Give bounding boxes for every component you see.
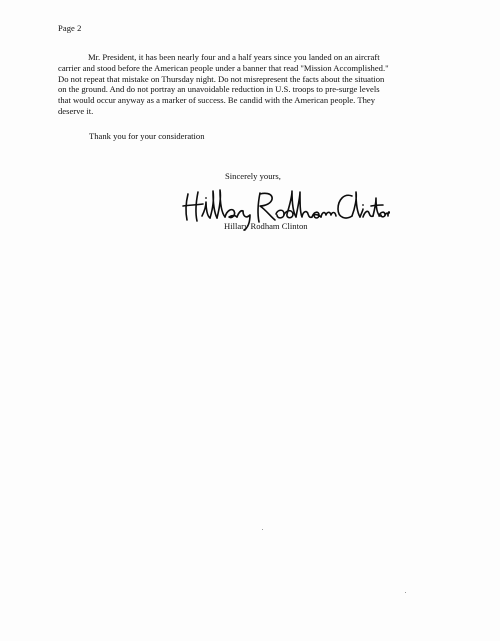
body-paragraph xyxy=(58,52,446,117)
closing-salutation: Sincerely yours, xyxy=(225,171,281,181)
scan-speck xyxy=(405,592,406,593)
paragraph-line: that would occur anyway as a marker of success. Be candid with the American people. They xyxy=(58,95,375,106)
letter-body xyxy=(58,52,446,117)
signer-name: Hillary Rodham Clinton xyxy=(224,221,308,231)
paragraph-line: carrier and stood before the American people under a banner that read "Mission Accomplished." xyxy=(58,62,389,73)
paragraph-line: deserve it. xyxy=(58,105,94,116)
paragraph-line: Mr. President, it has been nearly four and a half years since you landed on an aircraft xyxy=(88,52,380,62)
paragraph-line: Do not repeat that mistake on Thursday night. Do not misrepresent the facts about the situation xyxy=(58,73,385,84)
paragraph-line: on the ground. And do not portray an unavoidable reduction in U.S. troops to pre-surge levels xyxy=(58,84,380,95)
thanks-line: Thank you for your consideration xyxy=(89,131,205,141)
page-number: Page 2 xyxy=(58,23,82,33)
scan-speck xyxy=(262,529,263,530)
